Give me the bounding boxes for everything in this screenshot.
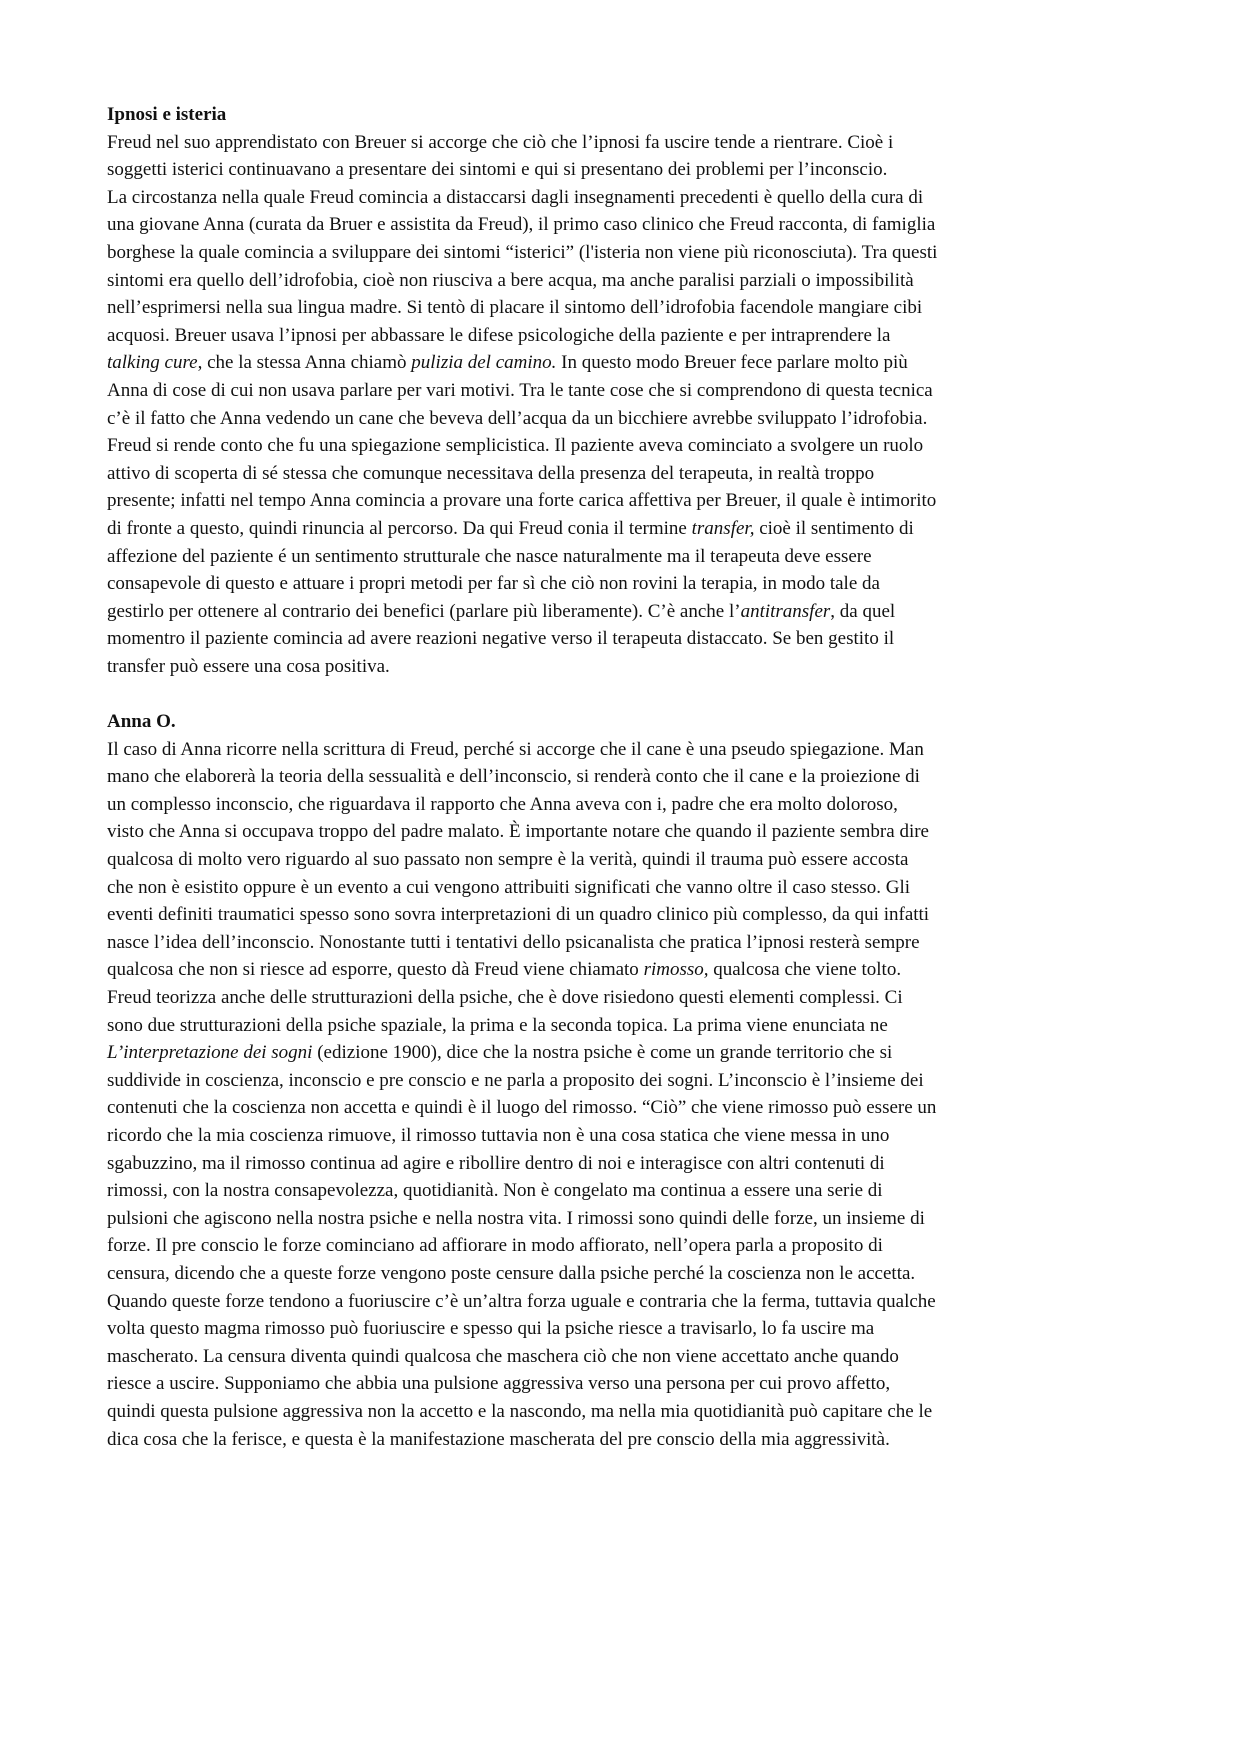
text-segment: Freud si rende conto che fu una spiegazione semplicistica. Il paziente aveva cominciato a svolgere un ruolo bbox=[107, 435, 924, 457]
text-line bbox=[107, 1122, 1117, 1150]
text-segment: La circostanza nella quale Freud comincia a distaccarsi dagli insegnamenti precedenti è quello della cura di bbox=[107, 186, 924, 208]
text-line bbox=[107, 1232, 1117, 1260]
text-segment: , da quel bbox=[830, 600, 896, 622]
text-segment: sgabuzzino, ma il rimosso continua ad agire e ribollire dentro di noi e interagisce con altri contenuti di bbox=[107, 1152, 885, 1174]
text-segment: che non è esistito oppure è un evento a cui vengono attribuiti significati che vanno oltre il caso stesso. Gli bbox=[107, 876, 911, 898]
text-segment: forze. Il pre conscio le forze cominciano ad affiorare in modo affiorato, nell’opera parla a proposito di bbox=[107, 1235, 883, 1257]
text-line bbox=[107, 598, 1117, 626]
text-line bbox=[107, 1177, 1117, 1205]
section-heading: Ipnosi e isteria bbox=[107, 104, 227, 125]
text-segment: quindi questa pulsione aggressiva non la accetto e la nascondo, ma nella mia quotidianità può capitare che le bbox=[107, 1400, 933, 1422]
text-line bbox=[107, 405, 1117, 433]
text-line bbox=[107, 432, 1117, 460]
text-line bbox=[107, 653, 1117, 681]
text-segment: nell’esprimersi nella sua lingua madre. Si tentò di placare il sintomo dell’idrofobia facendole mangiare cibi bbox=[107, 297, 923, 319]
text-segment: presente; infatti nel tempo Anna comincia a provare una forte carica affettiva per Breuer, il quale è intimorito bbox=[107, 490, 937, 512]
text-segment: consapevole di questo e attuare i propri metodi per far sì che ciò non rovini la terapia, in modo tale da bbox=[107, 573, 880, 595]
text-segment: acquosi. Breuer usava l’ipnosi per abbassare le difese psicologiche della paziente e per intraprendere la bbox=[107, 324, 891, 346]
text-line bbox=[107, 846, 1117, 874]
text-segment: di fronte a questo, quindi rinuncia al percorso. Da qui Freud conia il termine bbox=[107, 517, 692, 539]
text-segment: soggetti isterici continuavano a presentare dei sintomi e qui si presentano dei problemi per l’inconscio. bbox=[107, 159, 888, 181]
text-segment: visto che Anna si occupava troppo del padre malato. È importante notare che quando il paziente sembra dire bbox=[107, 821, 929, 843]
text-line bbox=[107, 901, 1117, 929]
text-segment: nasce l’idea dell’inconscio. Nonostante tutti i tentativi dello psicanalista che pratica l’ipnosi resterà sempre bbox=[107, 931, 920, 953]
text-segment: Quando queste forze tendono a fuoriuscire c’è un’altra forza uguale e contraria che la ferma, tuttavia qualche bbox=[107, 1290, 936, 1312]
text-line bbox=[107, 956, 1117, 984]
text-line bbox=[107, 1426, 1117, 1454]
text-segment: , che la stessa Anna chiamò bbox=[197, 352, 412, 374]
text-segment: Freud teorizza anche delle strutturazioni della psiche, che è dove risiedono questi elementi complessi. Ci bbox=[107, 987, 903, 1008]
document-page bbox=[107, 101, 1117, 1453]
text-line bbox=[107, 1370, 1117, 1398]
text-segment: dica cosa che la ferisce, e questa è la manifestazione mascherata del pre conscio della mia aggressività. bbox=[107, 1428, 890, 1450]
text-segment: mano che elaborerà la teoria della sessualità e dell’inconscio, si renderà conto che il cane e la proiezione di bbox=[107, 766, 920, 788]
text-line bbox=[107, 487, 1117, 515]
text-line bbox=[107, 625, 1117, 653]
text-line bbox=[107, 184, 1117, 212]
text-segment: contenuti che la coscienza non accetta e quindi è il luogo del rimosso. “Ciò” che viene rimosso può essere un bbox=[107, 1097, 937, 1119]
text-line bbox=[107, 460, 1117, 488]
text-line bbox=[107, 1150, 1117, 1178]
text-segment: rimossi, con la nostra consapevolezza, quotidianità. Non è congelato ma continua a essere una serie di bbox=[107, 1180, 883, 1202]
text-line bbox=[107, 929, 1117, 957]
text-segment: qualcosa di molto vero riguardo al suo passato non sempre è la verità, quindi il trauma può essere accosta bbox=[107, 849, 909, 871]
text-line bbox=[107, 791, 1117, 819]
text-segment: In questo modo Breuer fece parlare molto più bbox=[556, 352, 908, 374]
italic-text: rimosso, bbox=[643, 959, 709, 981]
text-line bbox=[107, 1288, 1117, 1316]
text-segment: gestirlo per ottenere al contrario dei benefici (parlare più liberamente). C’è anche l’ bbox=[107, 600, 741, 622]
text-line bbox=[107, 267, 1117, 295]
text-line bbox=[107, 874, 1117, 902]
text-segment: sintomi era quello dell’idrofobia, cioè non riusciva a bere acqua, ma anche paralisi parziali o impossibilità bbox=[107, 269, 914, 291]
text-line bbox=[107, 736, 1117, 764]
italic-text: pulizia del camino. bbox=[411, 352, 557, 374]
text-line bbox=[107, 984, 1117, 1012]
text-line bbox=[107, 818, 1117, 846]
italic-text: antitransfer bbox=[740, 600, 831, 622]
text-segment: censura, dicendo che a queste forze vengono poste censure dalla psiche perché la coscienza non le accetta. bbox=[107, 1262, 916, 1284]
text-segment: ricordo che la mia coscienza rimuove, il rimosso tuttavia non è una cosa statica che viene messa in uno bbox=[107, 1124, 890, 1146]
paragraph-gap bbox=[107, 680, 1117, 708]
text-line bbox=[107, 543, 1117, 571]
text-segment: momentro il paziente comincia ad avere reazioni negative verso il terapeuta distaccato. Se ben gestito il bbox=[107, 628, 895, 650]
italic-text: talking cure bbox=[107, 352, 198, 374]
text-line bbox=[107, 515, 1117, 543]
text-line bbox=[107, 1260, 1117, 1288]
italic-text: transfer, bbox=[691, 517, 755, 539]
text-segment: affezione del paziente é un sentimento strutturale che nasce naturalmente ma il terapeuta deve essere bbox=[107, 545, 872, 567]
text-segment: qualcosa che viene tolto. bbox=[708, 959, 902, 981]
text-segment: pulsioni che agiscono nella nostra psiche e nella nostra vita. I rimossi sono quindi delle forze, un insieme di bbox=[107, 1207, 925, 1229]
section-heading: Anna O. bbox=[107, 711, 176, 733]
text-segment: c’è il fatto che Anna vedendo un cane che beveva dell’acqua da un bicchiere avrebbe sviluppato l’idrofobia. bbox=[107, 407, 928, 429]
text-segment: mascherato. La censura diventa quindi qualcosa che maschera ciò che non viene accettato anche quando bbox=[107, 1345, 899, 1367]
text-segment: un complesso inconscio, che riguardava il rapporto che Anna aveva con i, padre che era molto doloroso, bbox=[107, 793, 898, 815]
text-segment: volta questo magma rimosso può fuoriuscire e spesso qui la psiche riesce a travisarlo, lo fa uscire ma bbox=[107, 1318, 875, 1340]
text-line bbox=[107, 239, 1117, 267]
text-line bbox=[107, 322, 1117, 350]
text-line bbox=[107, 1315, 1117, 1343]
text-segment: riesce a uscire. Supponiamo che abbia una pulsione aggressiva verso una persona per cui provo affetto, bbox=[107, 1373, 891, 1395]
text-line bbox=[107, 294, 1117, 322]
text-line bbox=[107, 1343, 1117, 1371]
text-line bbox=[107, 1067, 1117, 1095]
text-line bbox=[107, 763, 1117, 791]
text-segment: borghese la quale comincia a sviluppare dei sintomi “isterici” (l'isteria non viene più riconosciuta). Tra questi bbox=[107, 241, 938, 263]
text-segment: qualcosa che non si riesce ad esporre, questo dà Freud viene chiamato bbox=[107, 959, 644, 981]
text-line bbox=[107, 1094, 1117, 1122]
text-segment: suddivide in coscienza, inconscio e pre conscio e ne parla a proposito dei sogni. L’inconscio è l’insieme dei bbox=[107, 1069, 924, 1091]
text-segment: (edizione 1900), dice che la nostra psiche è come un grande territorio che si bbox=[312, 1042, 893, 1064]
text-segment: Freud nel suo apprendistato con Breuer si accorge che ciò che l’ipnosi fa uscire tende a rientrare. Cioè i bbox=[107, 131, 894, 153]
text-line bbox=[107, 129, 1117, 157]
text-line bbox=[107, 1039, 1117, 1067]
text-line bbox=[107, 156, 1117, 184]
text-line bbox=[107, 1398, 1117, 1426]
text-segment: transfer può essere una cosa positiva. bbox=[107, 655, 390, 677]
text-segment: attivo di scoperta di sé stessa che comunque necessitava della presenza del terapeuta, in realtà troppo bbox=[107, 462, 875, 484]
text-line bbox=[107, 349, 1117, 377]
text-line bbox=[107, 1012, 1117, 1040]
text-segment: cioè il sentimento di bbox=[754, 517, 914, 539]
text-segment: una giovane Anna (curata da Bruer e assistita da Freud), il primo caso clinico che Freud racconta, di famiglia bbox=[107, 214, 936, 236]
italic-text: L’interpretazione dei sogni bbox=[107, 1042, 313, 1064]
text-line bbox=[107, 570, 1117, 598]
text-segment: Il caso di Anna ricorre nella scrittura di Freud, perché si accorge che il cane è una pseudo spiegazione. Man bbox=[107, 738, 924, 760]
text-segment: eventi definiti traumatici spesso sono sovra interpretazioni di un quadro clinico più complesso, da qui infatti bbox=[107, 904, 930, 926]
text-line bbox=[107, 211, 1117, 239]
text-segment: sono due strutturazioni della psiche spaziale, la prima e la seconda topica. La prima viene enunciata ne bbox=[107, 1014, 888, 1036]
text-line bbox=[107, 377, 1117, 405]
text-line bbox=[107, 1205, 1117, 1233]
text-segment: Anna di cose di cui non usava parlare per vari motivi. Tra le tante cose che si comprendono di questa tecnica bbox=[107, 379, 933, 401]
